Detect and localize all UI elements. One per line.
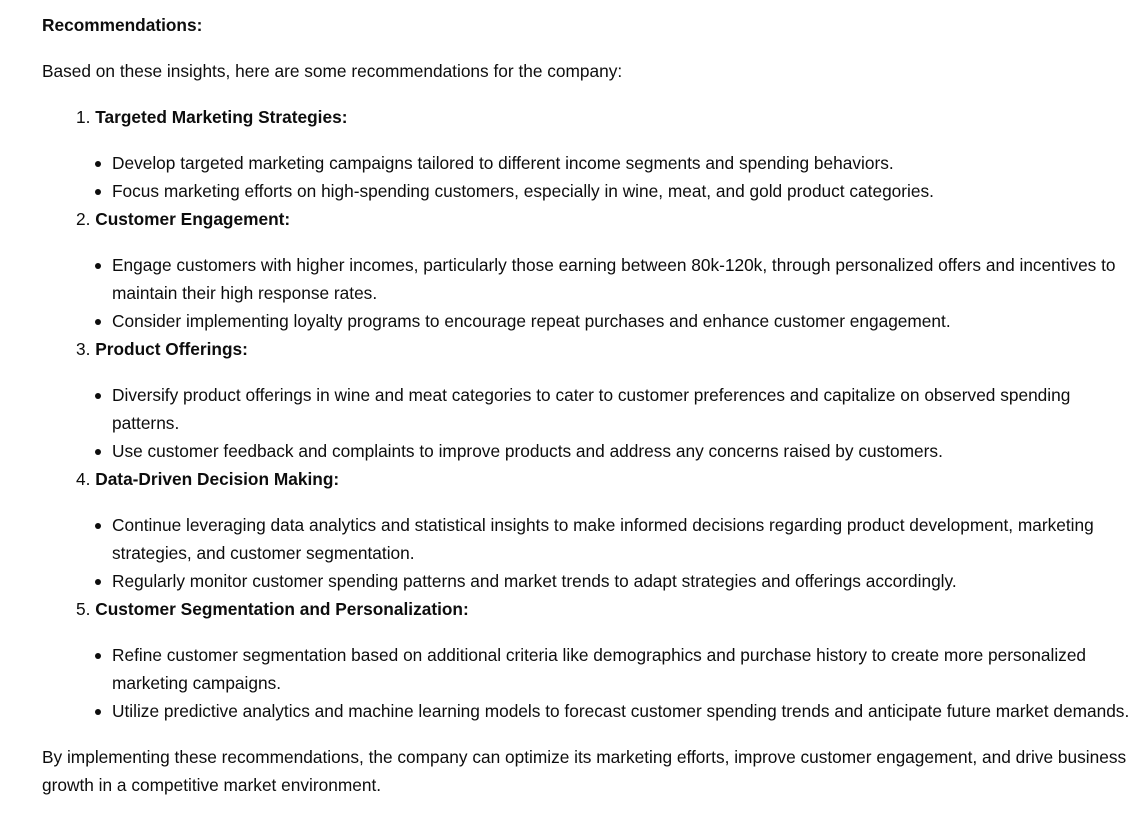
recommendation-item xyxy=(76,335,1133,465)
recommendation-item xyxy=(76,205,1133,335)
recommendation-title: 5. Customer Segmentation and Personalization: xyxy=(76,595,1133,623)
list-item: Regularly monitor customer spending patterns and market trends to adapt strategies and offerings accordingly. xyxy=(112,567,1133,595)
list-item: Consider implementing loyalty programs to encourage repeat purchases and enhance customer engagement. xyxy=(112,307,1133,335)
list-item: Use customer feedback and complaints to improve products and address any concerns raised by customers. xyxy=(112,437,1133,465)
recommendation-title: 2. Customer Engagement: xyxy=(76,205,1133,233)
recommendations-list xyxy=(42,103,1133,725)
intro-paragraph: Based on these insights, here are some recommendations for the company: xyxy=(42,61,623,81)
recommendation-item xyxy=(76,103,1133,205)
recommendation-title: 4. Data-Driven Decision Making: xyxy=(76,465,1133,493)
recommendation-points xyxy=(76,381,1133,465)
list-item: Focus marketing efforts on high-spending customers, especially in wine, meat, and gold product categories. xyxy=(112,177,1133,205)
list-item: Refine customer segmentation based on additional criteria like demographics and purchase history to create more personalized marketing campaigns. xyxy=(112,641,1133,697)
closing-paragraph: By implementing these recommendations, the company can optimize its marketing efforts, improve customer engagement, and drive business growth in a competitive market environment. xyxy=(42,747,1127,795)
list-item: Engage customers with higher incomes, particularly those earning between 80k-120k, through personalized offers and incentives to maintain their high response rates. xyxy=(112,251,1133,307)
recommendation-points xyxy=(76,149,1133,205)
list-item: Continue leveraging data analytics and statistical insights to make informed decisions regarding product development, marketing strategies, and customer segmentation. xyxy=(112,511,1133,567)
recommendation-points xyxy=(76,641,1133,725)
recommendation-title: 1. Targeted Marketing Strategies: xyxy=(76,103,1133,131)
recommendation-title: 3. Product Offerings: xyxy=(76,335,1133,363)
recommendation-item xyxy=(76,465,1133,595)
list-item: Diversify product offerings in wine and meat categories to cater to customer preferences and capitalize on observed spending patterns. xyxy=(112,381,1133,437)
recommendation-points xyxy=(76,251,1133,335)
list-item: Develop targeted marketing campaigns tailored to different income segments and spending behaviors. xyxy=(112,149,1133,177)
section-heading: Recommendations: xyxy=(42,15,203,35)
recommendation-item xyxy=(76,595,1133,725)
recommendation-points xyxy=(76,511,1133,595)
list-item: Utilize predictive analytics and machine learning models to forecast customer spending trends and anticipate future market demands. xyxy=(112,697,1133,725)
